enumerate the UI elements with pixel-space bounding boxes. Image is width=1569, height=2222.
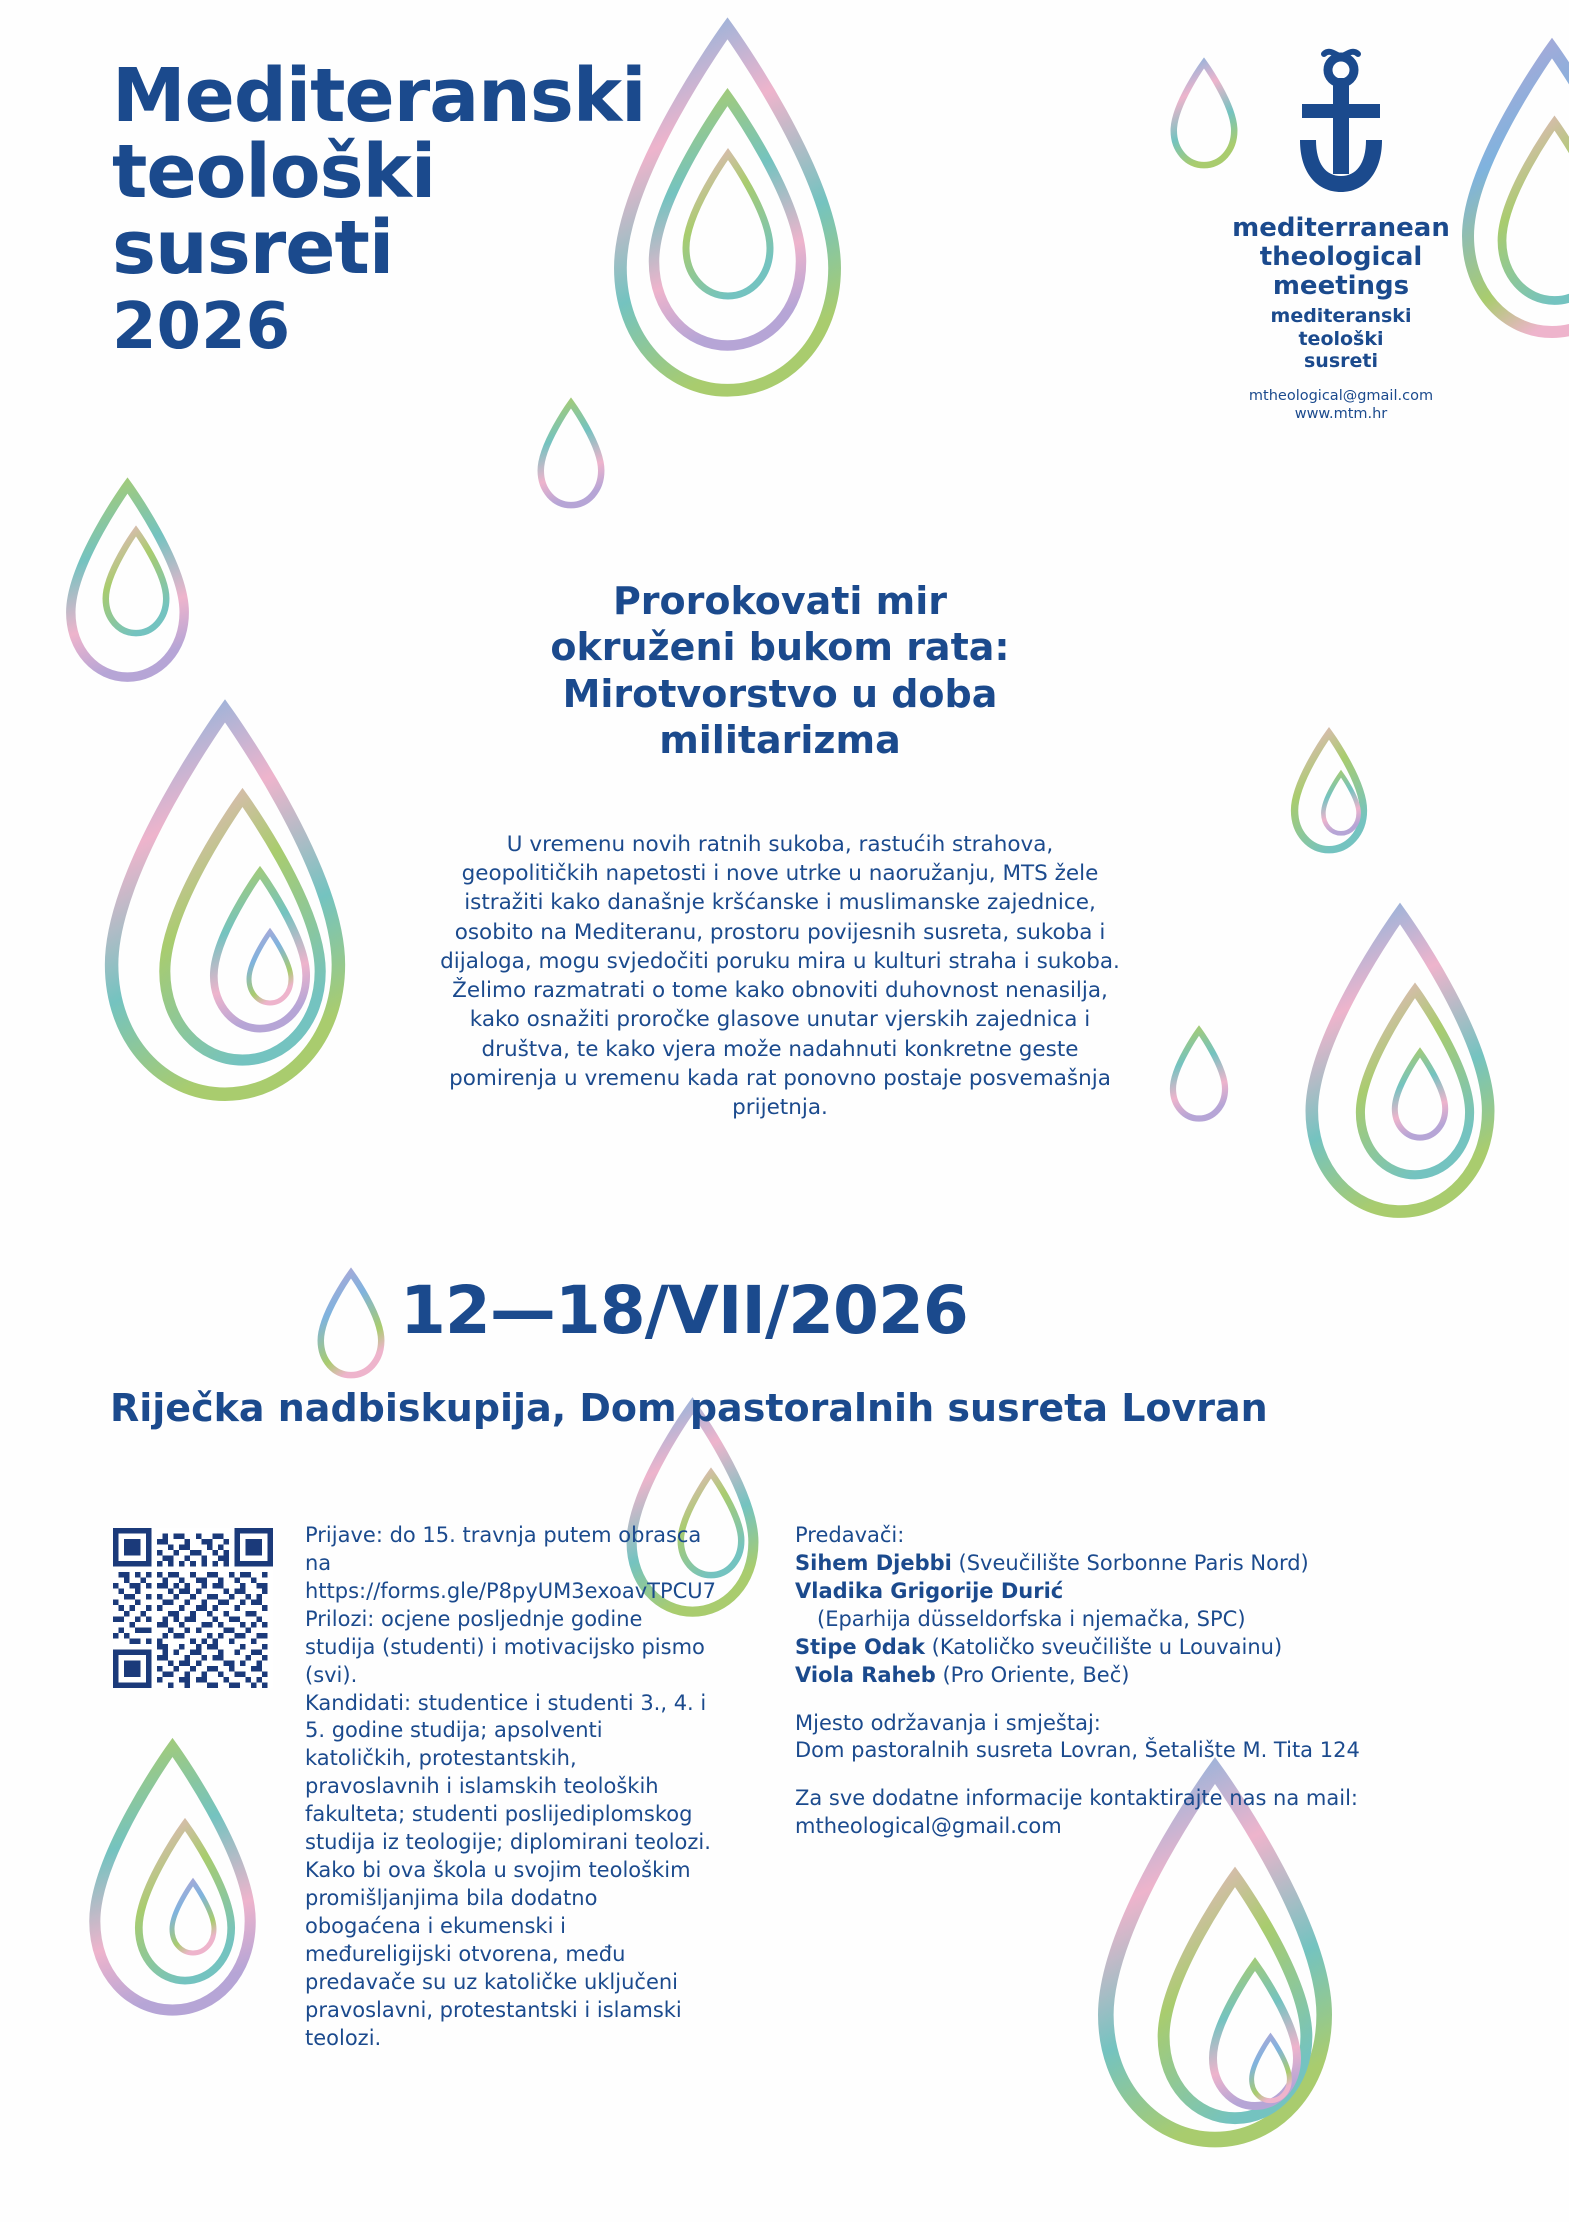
logo-english-name <box>1191 214 1491 301</box>
spacer <box>795 1690 1435 1710</box>
lecturers-info-column <box>795 1522 1435 1841</box>
event-venue: Riječka nadbiskupija, Dom pastoralnih susreta Lovran <box>110 1386 1268 1430</box>
lecturer-name: Vladika Grigorije Durić <box>795 1578 1064 1603</box>
title-line-2: teološki <box>112 129 436 216</box>
logo-hr-line-3: susreti <box>1304 350 1378 373</box>
lecturer-entry <box>795 1578 1435 1634</box>
theme-line-4: militarizma <box>659 718 901 763</box>
lecturer-entry <box>795 1634 1435 1662</box>
lecturer-name: Sihem Djebbi <box>795 1550 952 1575</box>
lecturer-name: Viola Raheb <box>795 1662 936 1687</box>
title-year: 2026 <box>112 289 291 364</box>
applications-text: Prijave: do 15. travnja putem obrasca na https://forms.gle/P8pyUM3exoavTPCU7 <box>305 1523 717 1603</box>
title-line-1: Mediteranski <box>112 53 646 139</box>
logo-email: mtheological@gmail.com <box>1248 387 1434 404</box>
lecturers-heading: Predavači: <box>795 1523 905 1547</box>
event-dates: 12—18/VII/2026 <box>400 1272 968 1349</box>
candidates-text: Kandidati: studentice i studenti 3., 4. i 5. godine studija; apsolventi katoličkih, protestantskih, pravoslavnih i islamskih teoloških fakulteta; studenti poslijediplomskog studija iz teologije; diplomirani teolozi. Kako bi ova škola u svojim teološkim promišljanjima bila dodatno obogaćena i ekumenski i međureligijski otvorena, među predavače su uz katoličke uključeni pravoslavni, protestantski i islamski teolozi. <box>305 1690 711 2050</box>
logo-croatian-name <box>1191 305 1491 372</box>
lecturer-affiliation: (Sveučilište Sorbonne Paris Nord) <box>958 1550 1309 1575</box>
theme-line-2: okruženi bukom rata: <box>550 625 1010 670</box>
logo-block <box>1191 48 1491 424</box>
logo-contact <box>1191 387 1491 425</box>
logo-en-line-3: meetings <box>1272 271 1410 302</box>
logo-en-line-1: mediterranean <box>1232 213 1450 243</box>
theme-line-1: Prorokovati mir <box>612 579 948 623</box>
qr-code[interactable] <box>113 1528 273 1688</box>
theme-headline <box>430 578 1130 763</box>
contact-email: mtheological@gmail.com <box>795 1814 1062 1839</box>
venue-heading: Mjesto održavanja i smještaj: <box>795 1710 1101 1735</box>
logo-hr-line-1: mediteranski <box>1270 305 1412 328</box>
logo-hr-line-2: teološki <box>1298 327 1384 350</box>
lecturer-affiliation-extra: (Eparhija düsseldorfska i njemačka, SPC) <box>817 1606 1246 1631</box>
contact-heading: Za sve dodatne informacije kontaktirajte nas na mail: <box>795 1786 1358 1811</box>
lecturer-name: Stipe Odak <box>795 1634 925 1659</box>
venue-address: Dom pastoralnih susreta Lovran, Šetalište M. Tita 124 <box>795 1738 1360 1763</box>
lecturer-entry <box>795 1662 1435 1690</box>
attachments-text: Prilozi: ocjene posljednje godine studija (studenti) i motivacijsko pismo (svi). <box>305 1606 705 1687</box>
poster-title <box>112 53 792 364</box>
spacer <box>795 1765 1435 1785</box>
abstract-text: U vremenu novih ratnih sukoba, rastućih strahova, geopolitičkih napetosti i nove utrke u naoružanju, MTS žele istražiti kako današnje kršćanske i muslimanske zajednice, osobito na Mediteranu, prostoru povijesnih susreta, sukoba i dijaloga, mogu svjedočiti poruku mira u kulturi straha i sukoba. Želimo razmatrati o tome kako obnoviti duhovnost nenasilja, kako osnažiti proročke glasove unutar vjerskih zajednica i društva, te kako vjera može nadahnuti konkretne geste pomirenja u vremenu kada rat ponovno postaje posvemašnja prijetnja. <box>440 832 1120 1121</box>
lecturer-entry <box>795 1550 1435 1578</box>
theme-line-3: Mirotvorstvo u doba <box>562 671 998 716</box>
logo-website: www.mtm.hr <box>1294 406 1388 423</box>
logo-en-line-2: theological <box>1259 242 1423 273</box>
application-info-column <box>305 1522 715 2053</box>
title-line-3: susreti <box>112 205 394 292</box>
anchor-cross-icon <box>1286 48 1396 208</box>
lecturer-affiliation: (Katoličko sveučilište u Louvainu) <box>931 1634 1283 1659</box>
lecturer-affiliation: (Pro Oriente, Beč) <box>942 1662 1130 1687</box>
